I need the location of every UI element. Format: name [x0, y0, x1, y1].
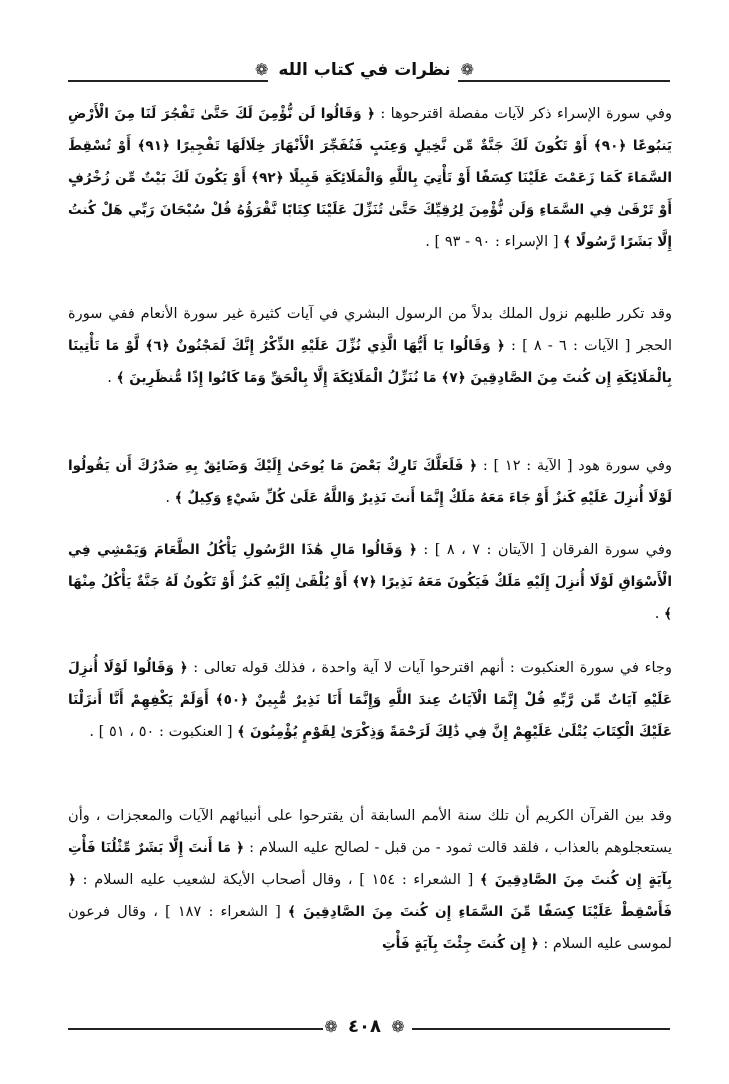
quran-verse: ﴿ وَقَالُوا مَالِ هَٰذَا الرَّسُولِ يَأْكُلُ الطَّعَامَ وَيَمْشِي فِي الْأَسْوَاقِ لَوْلَا أُنزِلَ إِلَيْهِ مَلَكٌ فَيَكُونَ مَعَهُ نَذِيرًا ﴿٧﴾ أَوْ يُلْقَىٰ إِلَيْهِ كَنزٌ أَوْ تَكُونُ لَهُ جَنَّةٌ يَأْكُلُ مِنْهَا ﴾: [68, 542, 673, 622]
paragraph-isra: [68, 98, 672, 258]
header-rule-left: [68, 80, 268, 82]
quran-verse: ﴿ مَا أَنتَ إِلَّا بَشَرٌ مِّثْلُنَا فَأْتِ بِآيَةٍ إِن كُنتَ مِنَ الصَّادِقِينَ ﴾: [68, 840, 672, 888]
verse-citation: [ العنكبوت : ٥٠ ، ٥١ ] .: [89, 723, 233, 740]
running-header-title: نظرات في كتاب الله: [278, 60, 451, 80]
verse-citation: [ الإسراء : ٩٠ - ٩٣ ] .: [425, 233, 559, 250]
quran-verse: ﴿ إِن كُنتَ جِئْتَ بِآيَةٍ فَأْتِ: [381, 936, 539, 952]
paragraph-hijr: [68, 298, 672, 394]
page-number-value: ٤٠٨: [348, 1016, 381, 1037]
paragraph-previous-nations: [68, 800, 672, 960]
quran-verse: ﴿ وَقَالُوا لَوْلَا أُنزِلَ عَلَيْهِ آيَاتٌ مِّن رَّبِّهِ قُلْ إِنَّمَا الْآيَاتُ عِندَ اللَّهِ وَإِنَّمَا أَنَا نَذِيرٌ مُّبِينٌ ﴿٥٠﴾ أَوَلَمْ يَكْفِهِمْ أَنَّا أَنزَلْنَا عَلَيْكَ الْكِتَابَ يُتْلَىٰ عَلَيْهِمْ إِنَّ فِي ذَٰلِكَ لَرَحْمَةً وَذِكْرَىٰ لِقَوْمٍ يُؤْمِنُونَ ﴾: [68, 660, 672, 740]
paragraph-intro: وقد بين القرآن الكريم أن تلك سنة الأمم السابقة أن يقترحوا على أنبيائهم الآيات والمعجزات ، وأن يستعجلوهم بالعذاب ، فلقد قالت ثمود - من قبل - لصالح عليه السلام :: [68, 807, 673, 856]
ornament-icon: ❁: [324, 1017, 338, 1036]
paragraph-ankabut: [68, 652, 672, 748]
paragraph-intro: وجاء في سورة العنكبوت : أنهم اقترحوا آيات لا آية واحدة ، فذلك قوله تعالى :: [193, 659, 672, 676]
header-rule-right: [458, 80, 670, 82]
paragraph-middle: [ الشعراء : ١٨٧ ] ، وقال فرعون لموسى عليه السلام :: [68, 903, 672, 952]
paragraph-intro: وفي سورة الإسراء ذكر لآيات مفصلة اقترحوها :: [380, 105, 672, 122]
paragraph-hud: [68, 450, 672, 514]
running-header: [0, 60, 729, 80]
paragraph-intro: وقد تكرر طلبهم نزول الملك بدلاً من الرسول البشري في آيات كثيرة غير سورة الأنعام ففي سورة الحجر [ الآيات : ٦ - ٨ ] :: [68, 305, 673, 354]
quran-verse: ﴿ فَأَسْقِطْ عَلَيْنَا كِسَفًا مِّنَ السَّمَاءِ إِن كُنتَ مِنَ الصَّادِقِينَ ﴾: [68, 872, 672, 920]
quran-verse: ﴿ فَلَعَلَّكَ تَارِكٌ بَعْضَ مَا يُوحَىٰ إِلَيْكَ وَضَائِقٌ بِهِ صَدْرُكَ أَن يَقُولُوا لَوْلَا أُنزِلَ عَلَيْهِ كَنزٌ أَوْ جَاءَ مَعَهُ مَلَكٌ إِنَّمَا أَنتَ نَذِيرٌ وَاللَّهُ عَلَىٰ كُلِّ شَيْءٍ وَكِيلٌ ﴾: [68, 458, 672, 506]
paragraph-intro: وفي سورة هود [ الآية : ١٢ ] :: [482, 457, 673, 474]
paragraph-middle: [ الشعراء : ١٥٤ ] ، وقال أصحاب الأيكة لشعيب عليه السلام :: [82, 871, 474, 888]
paragraph-intro: وفي سورة الفرقان [ الآيتان : ٧ ، ٨ ] :: [423, 541, 672, 558]
verse-citation: .: [165, 489, 171, 506]
verse-citation: .: [107, 369, 112, 386]
ornament-icon: ❁: [255, 60, 269, 79]
paragraph-furqan: [68, 534, 672, 630]
verse-citation: .: [654, 605, 660, 622]
quran-verse: ﴿ وَقَالُوا لَن نُّؤْمِنَ لَكَ حَتَّىٰ تَفْجُرَ لَنَا مِنَ الْأَرْضِ يَنبُوعًا ﴿٩٠﴾ أَوْ تَكُونَ لَكَ جَنَّةٌ مِّن نَّخِيلٍ وَعِنَبٍ فَتُفَجِّرَ الْأَنْهَارَ خِلَالَهَا تَفْجِيرًا ﴿٩١﴾ أَوْ تُسْقِطَ السَّمَاءَ كَمَا زَعَمْتَ عَلَيْنَا كِسَفًا أَوْ تَأْتِيَ بِاللَّهِ وَالْمَلَائِكَةِ قَبِيلًا ﴿٩٢﴾ أَوْ يَكُونَ لَكَ بَيْتٌ مِّن زُخْرُفٍ أَوْ تَرْقَىٰ فِي السَّمَاءِ وَلَن نُّؤْمِنَ لِرُقِيِّكَ حَتَّىٰ تُنَزِّلَ عَلَيْنَا كِتَابًا نَّقْرَؤُهُ قُلْ سُبْحَانَ رَبِّي هَلْ كُنتُ إِلَّا بَشَرًا رَّسُولًا ﴾: [68, 106, 672, 250]
page-number: [0, 1016, 729, 1037]
quran-verse: ﴿ وَقَالُوا يَا أَيُّهَا الَّذِي نُزِّلَ عَلَيْهِ الذِّكْرُ إِنَّكَ لَمَجْنُونٌ ﴿٦﴾ لَّوْ مَا تَأْتِينَا بِالْمَلَائِكَةِ إِن كُنتَ مِنَ الصَّادِقِينَ ﴿٧﴾ مَا نُنَزِّلُ الْمَلَائِكَةَ إِلَّا بِالْحَقِّ وَمَا كَانُوا إِذًا مُّنظَرِينَ ﴾: [68, 338, 672, 386]
ornament-icon: ❁: [460, 60, 474, 79]
ornament-icon: ❁: [391, 1017, 405, 1036]
